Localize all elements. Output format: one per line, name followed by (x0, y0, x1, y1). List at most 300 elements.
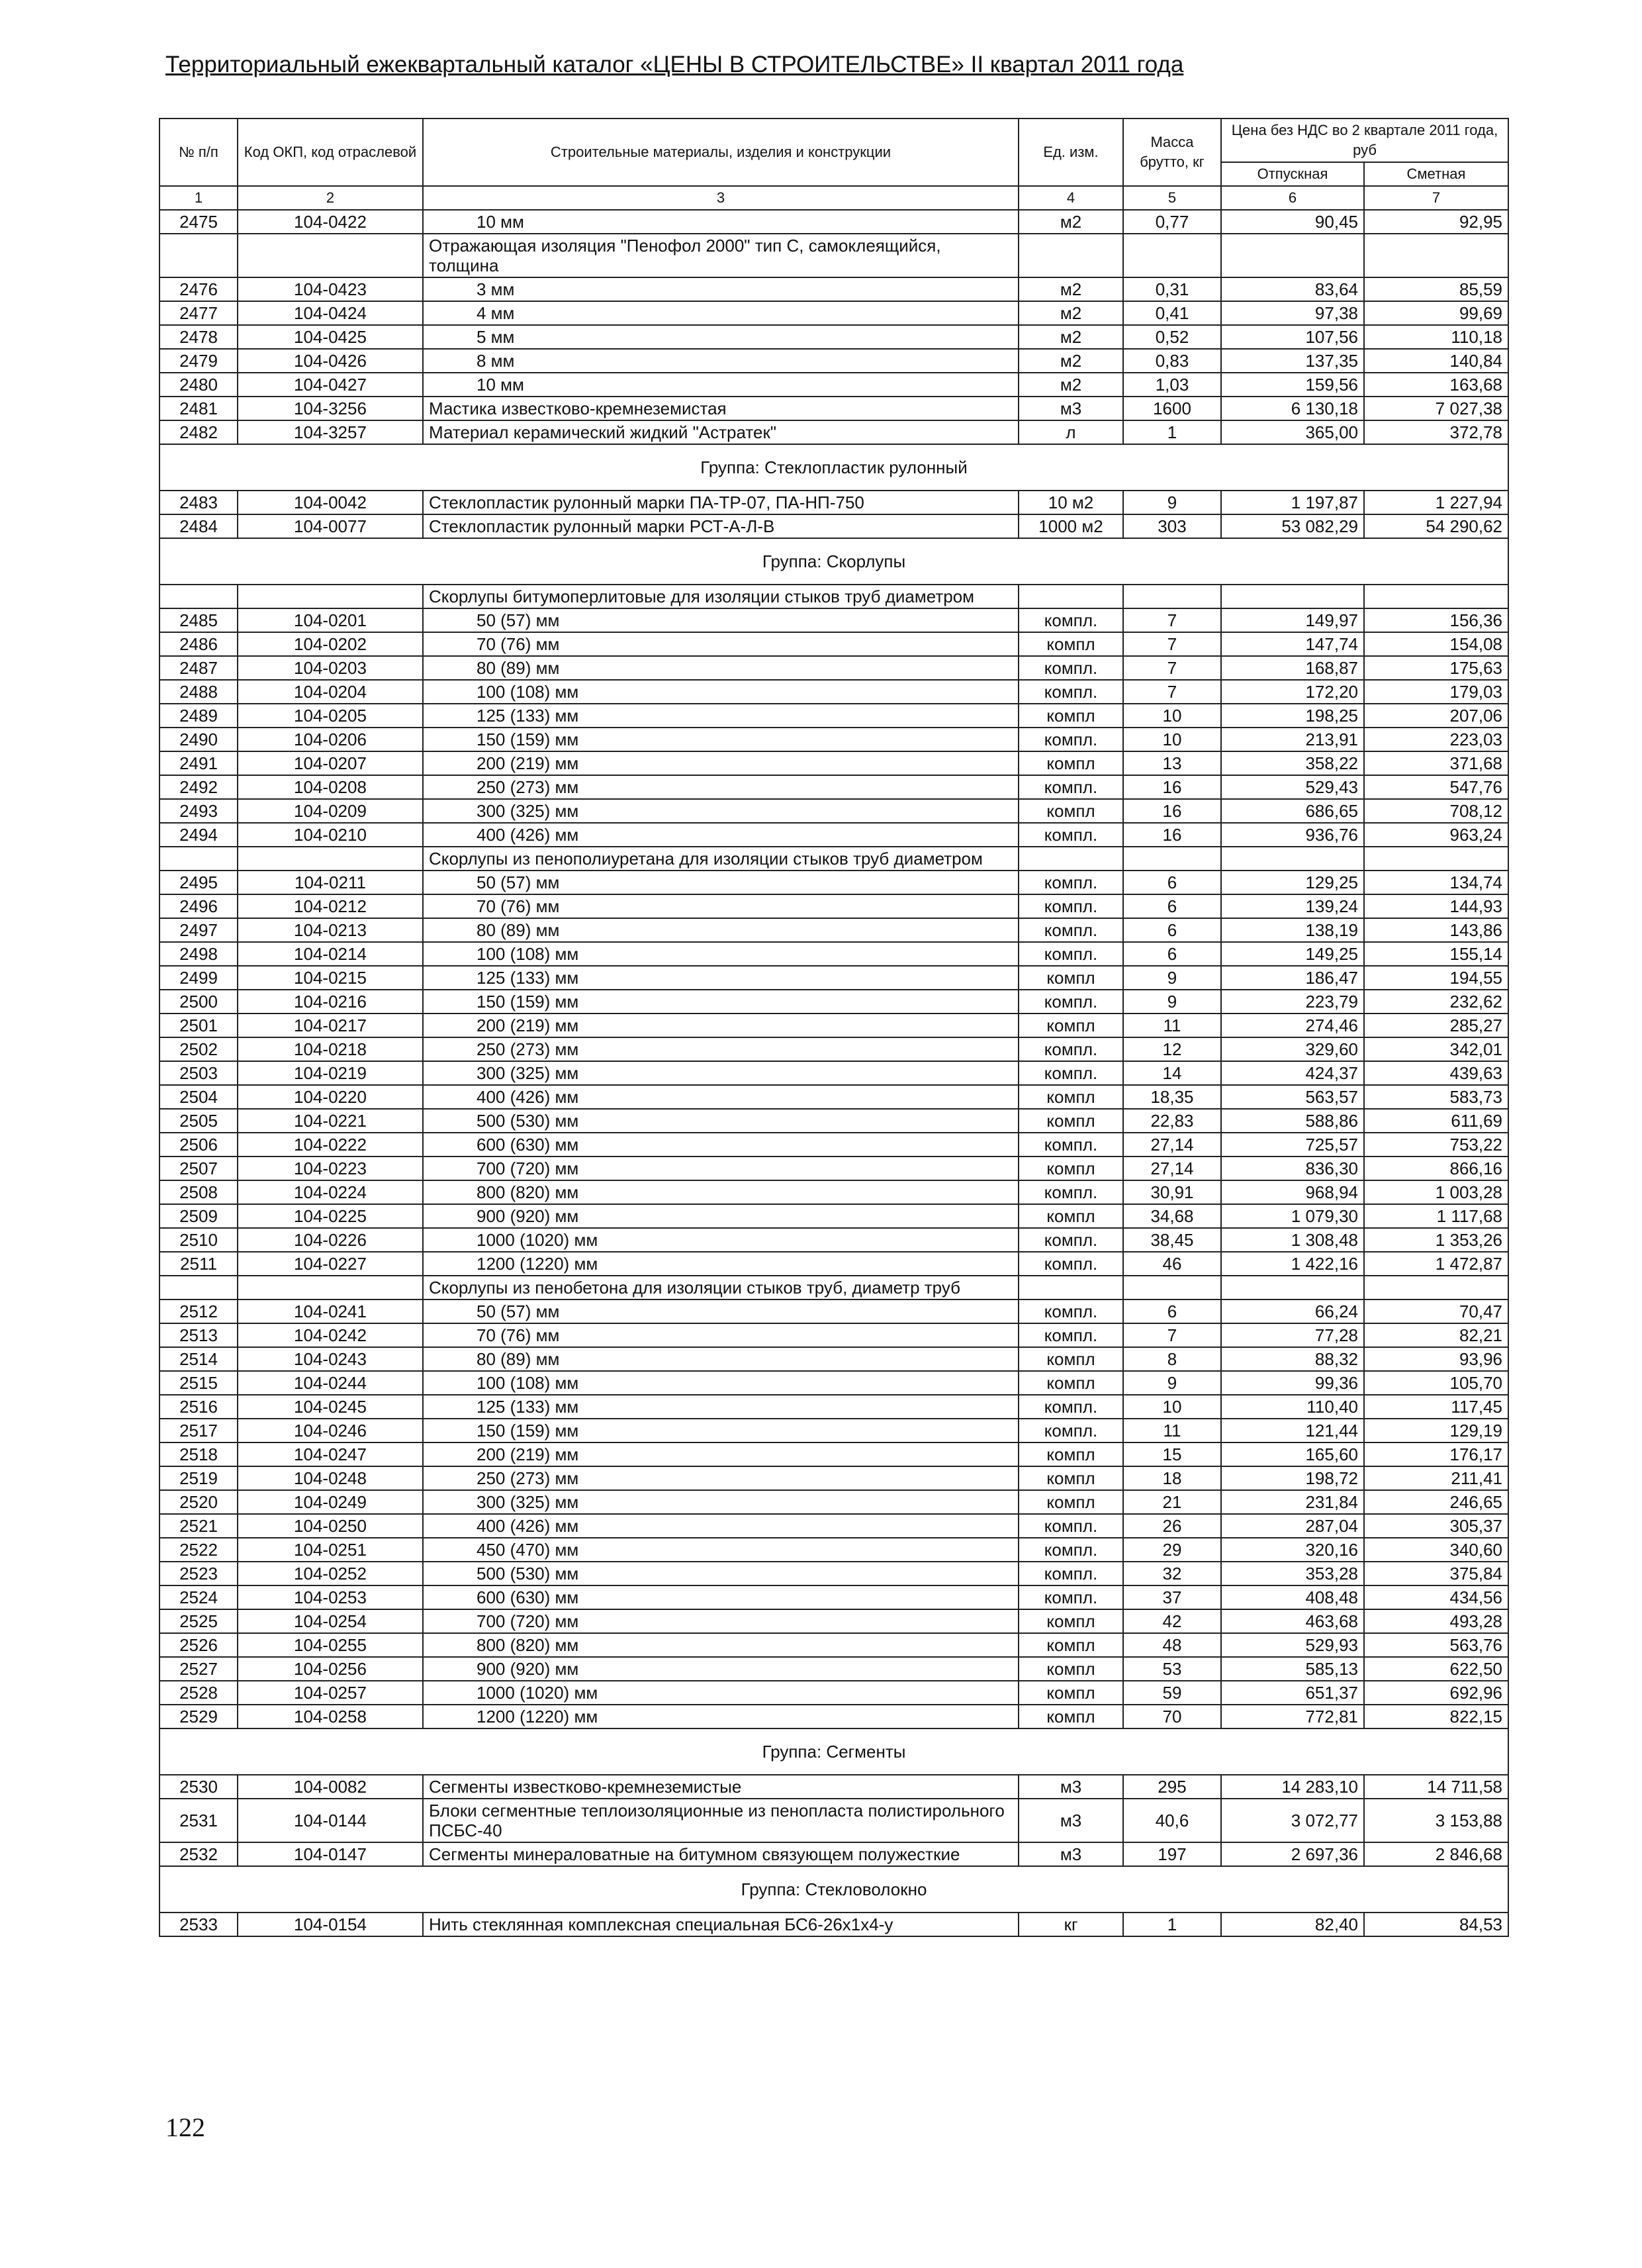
name-cell: 400 (426) мм (423, 823, 1019, 847)
col-number: 1 (160, 186, 238, 210)
name-cell: Сегменты минераловатные на битумном связующем полужесткие (423, 1842, 1019, 1866)
unit-cell: м3 (1019, 1842, 1123, 1866)
mass-cell: 6 (1123, 942, 1221, 966)
code-cell: 104-0244 (238, 1371, 423, 1395)
mass-cell: 197 (1123, 1842, 1221, 1866)
price-release-cell: 88,32 (1221, 1347, 1364, 1371)
subheading-row (160, 585, 1508, 608)
unit-cell: м2 (1019, 210, 1123, 234)
name-cell: Материал керамический жидкий "Астратек" (423, 420, 1019, 444)
num-cell: 2528 (160, 1681, 238, 1705)
table-row (160, 1466, 1508, 1490)
code-cell: 104-0217 (238, 1014, 423, 1037)
num-cell: 2508 (160, 1180, 238, 1204)
code-cell: 104-3256 (238, 397, 423, 420)
price-estimate-cell: 692,96 (1364, 1681, 1508, 1705)
price-release-cell: 186,47 (1221, 966, 1364, 990)
price-release-cell: 463,68 (1221, 1609, 1364, 1633)
name-cell: 70 (76) мм (423, 632, 1019, 656)
price-release-cell: 424,37 (1221, 1061, 1364, 1085)
price-release-cell (1221, 585, 1364, 608)
unit-cell: компл (1019, 1657, 1123, 1681)
name-cell: 500 (530) мм (423, 1109, 1019, 1133)
name-cell: 8 мм (423, 349, 1019, 373)
num-cell: 2530 (160, 1775, 238, 1799)
price-release-cell: 329,60 (1221, 1037, 1364, 1061)
num-cell: 2493 (160, 799, 238, 823)
table-row (160, 420, 1508, 444)
unit-cell: компл (1019, 751, 1123, 775)
price-estimate-cell (1364, 1276, 1508, 1299)
num-cell: 2505 (160, 1109, 238, 1133)
price-release-cell: 14 283,10 (1221, 1775, 1364, 1799)
mass-cell: 0,52 (1123, 325, 1221, 349)
page-number: 122 (165, 2112, 205, 2142)
unit-cell: компл (1019, 1490, 1123, 1514)
price-estimate-cell: 493,28 (1364, 1609, 1508, 1633)
name-cell: Блоки сегментные теплоизоляционные из пенопласта полистирольного ПСБС-40 (423, 1799, 1019, 1842)
code-cell: 104-0220 (238, 1085, 423, 1109)
code-cell: 104-0245 (238, 1395, 423, 1419)
price-estimate-cell: 129,19 (1364, 1419, 1508, 1442)
table-row (160, 1347, 1508, 1371)
mass-cell: 6 (1123, 1299, 1221, 1323)
price-estimate-cell: 207,06 (1364, 704, 1508, 728)
num-cell: 2499 (160, 966, 238, 990)
code-cell (238, 1276, 423, 1299)
price-release-cell: 353,28 (1221, 1562, 1364, 1585)
price-release-cell: 149,97 (1221, 608, 1364, 632)
col-header-price: Цена без НДС во 2 квартале 2011 года, руб (1221, 118, 1508, 162)
num-cell: 2501 (160, 1014, 238, 1037)
num-cell: 2513 (160, 1323, 238, 1347)
unit-cell: компл. (1019, 918, 1123, 942)
code-cell: 104-0042 (238, 491, 423, 514)
num-cell: 2491 (160, 751, 238, 775)
num-cell: 2480 (160, 373, 238, 397)
unit-cell: л (1019, 420, 1123, 444)
unit-cell: м2 (1019, 277, 1123, 301)
code-cell: 104-0205 (238, 704, 423, 728)
unit-cell: компл (1019, 1014, 1123, 1037)
num-cell: 2517 (160, 1419, 238, 1442)
num-cell: 2500 (160, 990, 238, 1014)
price-estimate-cell: 583,73 (1364, 1085, 1508, 1109)
table-row (160, 728, 1508, 751)
mass-cell: 1,03 (1123, 373, 1221, 397)
price-estimate-cell: 753,22 (1364, 1133, 1508, 1157)
table-row (160, 1109, 1508, 1133)
num-cell: 2479 (160, 349, 238, 373)
table-row (160, 1014, 1508, 1037)
mass-cell: 37 (1123, 1585, 1221, 1609)
num-cell: 2519 (160, 1466, 238, 1490)
price-release-cell: 408,48 (1221, 1585, 1364, 1609)
name-cell: 600 (630) мм (423, 1133, 1019, 1157)
num-cell: 2490 (160, 728, 238, 751)
price-estimate-cell: 1 353,26 (1364, 1228, 1508, 1252)
num-cell: 2495 (160, 871, 238, 894)
code-cell: 104-0253 (238, 1585, 423, 1609)
price-estimate-cell: 7 027,38 (1364, 397, 1508, 420)
unit-cell: м3 (1019, 1799, 1123, 1842)
table-row (160, 1228, 1508, 1252)
code-cell: 104-3257 (238, 420, 423, 444)
code-cell: 104-0147 (238, 1842, 423, 1866)
name-cell: 125 (133) мм (423, 1395, 1019, 1419)
table-row (160, 1157, 1508, 1180)
code-cell: 104-0247 (238, 1442, 423, 1466)
unit-cell: компл (1019, 1085, 1123, 1109)
code-cell: 104-0207 (238, 751, 423, 775)
unit-cell: компл. (1019, 1562, 1123, 1585)
unit-cell: компл. (1019, 823, 1123, 847)
name-cell: 1000 (1020) мм (423, 1681, 1019, 1705)
price-release-cell: 772,81 (1221, 1705, 1364, 1728)
unit-cell: компл. (1019, 1299, 1123, 1323)
mass-cell: 16 (1123, 799, 1221, 823)
col-header-name: Строительные материалы, изделия и конструкции (423, 118, 1019, 186)
price-release-cell: 365,00 (1221, 420, 1364, 444)
price-release-cell: 320,16 (1221, 1538, 1364, 1562)
page-header: Территориальный ежеквартальный каталог «ЦЕНЫ В СТРОИТЕЛЬСТВЕ» II квартал 2011 года (165, 52, 1184, 77)
unit-cell: 10 м2 (1019, 491, 1123, 514)
mass-cell: 34,68 (1123, 1204, 1221, 1228)
num-cell: 2483 (160, 491, 238, 514)
unit-cell: компл (1019, 1157, 1123, 1180)
unit-cell: компл. (1019, 1538, 1123, 1562)
price-release-cell: 651,37 (1221, 1681, 1364, 1705)
mass-cell: 29 (1123, 1538, 1221, 1562)
price-estimate-cell: 140,84 (1364, 349, 1508, 373)
table-row (160, 990, 1508, 1014)
num-cell: 2484 (160, 514, 238, 538)
num-cell: 2487 (160, 656, 238, 680)
code-cell: 104-0221 (238, 1109, 423, 1133)
price-release-cell: 231,84 (1221, 1490, 1364, 1514)
num-cell: 2504 (160, 1085, 238, 1109)
price-release-cell: 223,79 (1221, 990, 1364, 1014)
price-estimate-cell: 117,45 (1364, 1395, 1508, 1419)
name-cell: 10 мм (423, 373, 1019, 397)
unit-cell (1019, 234, 1123, 277)
mass-cell: 7 (1123, 656, 1221, 680)
mass-cell: 46 (1123, 1252, 1221, 1276)
name-cell: 10 мм (423, 210, 1019, 234)
table-row (160, 1371, 1508, 1395)
code-cell: 104-0144 (238, 1799, 423, 1842)
price-release-cell: 3 072,77 (1221, 1799, 1364, 1842)
price-estimate-cell: 372,78 (1364, 420, 1508, 444)
price-estimate-cell: 708,12 (1364, 799, 1508, 823)
code-cell: 104-0254 (238, 1609, 423, 1633)
price-estimate-cell: 963,24 (1364, 823, 1508, 847)
mass-cell: 15 (1123, 1442, 1221, 1466)
num-cell: 2492 (160, 775, 238, 799)
name-cell: 400 (426) мм (423, 1514, 1019, 1538)
name-cell: Скорлупы из пенобетона для изоляции стыков труб, диаметр труб (423, 1276, 1019, 1299)
mass-cell: 32 (1123, 1562, 1221, 1585)
code-cell: 104-0216 (238, 990, 423, 1014)
price-release-cell: 968,94 (1221, 1180, 1364, 1204)
code-cell (238, 847, 423, 871)
price-release-cell: 83,64 (1221, 277, 1364, 301)
num-cell: 2524 (160, 1585, 238, 1609)
price-release-cell: 165,60 (1221, 1442, 1364, 1466)
mass-cell: 7 (1123, 680, 1221, 704)
name-cell: Скорлупы битумоперлитовые для изоляции стыков труб диаметром (423, 585, 1019, 608)
num-cell: 2522 (160, 1538, 238, 1562)
name-cell: 100 (108) мм (423, 1371, 1019, 1395)
name-cell: 150 (159) мм (423, 990, 1019, 1014)
mass-cell: 7 (1123, 1323, 1221, 1347)
col-header-price-estimate: Сметная (1364, 162, 1508, 186)
table-row (160, 1252, 1508, 1276)
name-cell: 900 (920) мм (423, 1657, 1019, 1681)
table-row (160, 210, 1508, 234)
price-release-cell: 168,87 (1221, 656, 1364, 680)
table-row (160, 1633, 1508, 1657)
name-cell: Сегменты известково-кремнеземистые (423, 1775, 1019, 1799)
num-cell: 2532 (160, 1842, 238, 1866)
name-cell: 125 (133) мм (423, 966, 1019, 990)
price-release-cell: 836,30 (1221, 1157, 1364, 1180)
unit-cell: компл. (1019, 1037, 1123, 1061)
unit-cell: компл. (1019, 1585, 1123, 1609)
num-cell: 2498 (160, 942, 238, 966)
name-cell: 250 (273) мм (423, 1037, 1019, 1061)
num-cell: 2514 (160, 1347, 238, 1371)
price-estimate-cell: 822,15 (1364, 1705, 1508, 1728)
mass-cell: 42 (1123, 1609, 1221, 1633)
price-estimate-cell: 622,50 (1364, 1657, 1508, 1681)
num-cell: 2521 (160, 1514, 238, 1538)
price-estimate-cell: 179,03 (1364, 680, 1508, 704)
price-release-cell: 129,25 (1221, 871, 1364, 894)
price-release-cell: 90,45 (1221, 210, 1364, 234)
unit-cell: компл. (1019, 1180, 1123, 1204)
unit-cell: компл (1019, 1633, 1123, 1657)
price-estimate-cell: 110,18 (1364, 325, 1508, 349)
code-cell: 104-0423 (238, 277, 423, 301)
unit-cell: компл. (1019, 608, 1123, 632)
mass-cell: 10 (1123, 728, 1221, 751)
price-estimate-cell: 1 472,87 (1364, 1252, 1508, 1276)
unit-cell: компл (1019, 1347, 1123, 1371)
table-row (160, 1842, 1508, 1866)
name-cell: 50 (57) мм (423, 1299, 1019, 1323)
name-cell: Мастика известково-кремнеземистая (423, 397, 1019, 420)
code-cell: 104-0208 (238, 775, 423, 799)
name-cell: 1000 (1020) мм (423, 1228, 1019, 1252)
unit-cell: компл. (1019, 656, 1123, 680)
col-number: 6 (1221, 186, 1364, 210)
mass-cell: 27,14 (1123, 1157, 1221, 1180)
mass-cell: 1 (1123, 420, 1221, 444)
mass-cell: 7 (1123, 632, 1221, 656)
name-cell: Стеклопластик рулонный марки РСТ-А-Л-В (423, 514, 1019, 538)
name-cell: 450 (470) мм (423, 1538, 1019, 1562)
mass-cell: 40,6 (1123, 1799, 1221, 1842)
table-row (160, 680, 1508, 704)
code-cell: 104-0154 (238, 1913, 423, 1936)
mass-cell: 30,91 (1123, 1180, 1221, 1204)
name-cell: 900 (920) мм (423, 1204, 1019, 1228)
unit-cell: м2 (1019, 325, 1123, 349)
num-cell: 2488 (160, 680, 238, 704)
name-cell: 250 (273) мм (423, 775, 1019, 799)
name-cell: 300 (325) мм (423, 1490, 1019, 1514)
price-estimate-cell: 85,59 (1364, 277, 1508, 301)
price-release-cell: 529,43 (1221, 775, 1364, 799)
price-estimate-cell: 563,76 (1364, 1633, 1508, 1657)
table-row (160, 1514, 1508, 1538)
name-cell: Скорлупы из пенополиуретана для изоляции стыков труб диаметром (423, 847, 1019, 871)
num-cell: 2507 (160, 1157, 238, 1180)
price-release-cell: 66,24 (1221, 1299, 1364, 1323)
price-release-cell: 1 197,87 (1221, 491, 1364, 514)
unit-cell: компл (1019, 1609, 1123, 1633)
table-row (160, 894, 1508, 918)
unit-cell: компл. (1019, 775, 1123, 799)
col-number: 4 (1019, 186, 1123, 210)
price-estimate-cell: 371,68 (1364, 751, 1508, 775)
table-row (160, 632, 1508, 656)
num-cell: 2516 (160, 1395, 238, 1419)
price-estimate-cell: 14 711,58 (1364, 1775, 1508, 1799)
name-cell: 80 (89) мм (423, 1347, 1019, 1371)
price-estimate-cell: 223,03 (1364, 728, 1508, 751)
num-cell: 2531 (160, 1799, 238, 1842)
unit-cell: компл. (1019, 1228, 1123, 1252)
group-heading: Группа: Сегменты (160, 1728, 1508, 1775)
unit-cell: м3 (1019, 397, 1123, 420)
mass-cell: 9 (1123, 966, 1221, 990)
code-cell: 104-0214 (238, 942, 423, 966)
table-row (160, 751, 1508, 775)
table-row (160, 1562, 1508, 1585)
mass-cell: 12 (1123, 1037, 1221, 1061)
num-cell: 2496 (160, 894, 238, 918)
price-release-cell: 138,19 (1221, 918, 1364, 942)
price-estimate-cell: 1 003,28 (1364, 1180, 1508, 1204)
code-cell: 104-0241 (238, 1299, 423, 1323)
price-release-cell: 1 079,30 (1221, 1204, 1364, 1228)
price-estimate-cell: 70,47 (1364, 1299, 1508, 1323)
price-release-cell: 563,57 (1221, 1085, 1364, 1109)
unit-cell: кг (1019, 1913, 1123, 1936)
code-cell: 104-0210 (238, 823, 423, 847)
unit-cell: компл (1019, 704, 1123, 728)
name-cell: 50 (57) мм (423, 871, 1019, 894)
col-header-num: № п/п (160, 118, 238, 186)
unit-cell: компл. (1019, 1252, 1123, 1276)
mass-cell: 38,45 (1123, 1228, 1221, 1252)
mass-cell: 6 (1123, 918, 1221, 942)
table-row (160, 775, 1508, 799)
group-heading-row (160, 1866, 1508, 1913)
num-cell: 2512 (160, 1299, 238, 1323)
unit-cell: компл. (1019, 871, 1123, 894)
table-row (160, 1681, 1508, 1705)
subheading-row (160, 847, 1508, 871)
num-cell (160, 234, 238, 277)
mass-cell: 48 (1123, 1633, 1221, 1657)
price-release-cell: 137,35 (1221, 349, 1364, 373)
price-release-cell: 529,93 (1221, 1633, 1364, 1657)
group-heading: Группа: Скорлупы (160, 538, 1508, 585)
code-cell: 104-0222 (238, 1133, 423, 1157)
code-cell: 104-0215 (238, 966, 423, 990)
mass-cell (1123, 585, 1221, 608)
table-row (160, 942, 1508, 966)
mass-cell: 0,41 (1123, 301, 1221, 325)
mass-cell: 11 (1123, 1014, 1221, 1037)
table-row (160, 491, 1508, 514)
price-estimate-cell: 211,41 (1364, 1466, 1508, 1490)
price-estimate-cell: 92,95 (1364, 210, 1508, 234)
mass-cell: 18,35 (1123, 1085, 1221, 1109)
price-release-cell: 198,25 (1221, 704, 1364, 728)
name-cell: Стеклопластик рулонный марки ПА-ТР-07, ПА-НП-750 (423, 491, 1019, 514)
price-estimate-cell: 155,14 (1364, 942, 1508, 966)
col-header-code: Код ОКП, код отраслевой (238, 118, 423, 186)
code-cell: 104-0422 (238, 210, 423, 234)
code-cell: 104-0251 (238, 1538, 423, 1562)
price-release-cell: 107,56 (1221, 325, 1364, 349)
table-row (160, 1799, 1508, 1842)
num-cell: 2482 (160, 420, 238, 444)
price-estimate-cell: 866,16 (1364, 1157, 1508, 1180)
code-cell: 104-0427 (238, 373, 423, 397)
price-estimate-cell: 144,93 (1364, 894, 1508, 918)
col-number: 7 (1364, 186, 1508, 210)
unit-cell: компл. (1019, 1323, 1123, 1347)
price-release-cell: 725,57 (1221, 1133, 1364, 1157)
table-row (160, 799, 1508, 823)
name-cell: 80 (89) мм (423, 918, 1019, 942)
price-estimate-cell: 342,01 (1364, 1037, 1508, 1061)
price-release-cell: 588,86 (1221, 1109, 1364, 1133)
mass-cell: 53 (1123, 1657, 1221, 1681)
price-estimate-cell: 143,86 (1364, 918, 1508, 942)
table-row (160, 1538, 1508, 1562)
price-estimate-cell: 547,76 (1364, 775, 1508, 799)
table-row (160, 277, 1508, 301)
table-row (160, 918, 1508, 942)
price-estimate-cell: 156,36 (1364, 608, 1508, 632)
num-cell: 2510 (160, 1228, 238, 1252)
name-cell: 300 (325) мм (423, 799, 1019, 823)
price-release-cell: 2 697,36 (1221, 1842, 1364, 1866)
price-estimate-cell: 134,74 (1364, 871, 1508, 894)
table-row (160, 514, 1508, 538)
price-release-cell: 172,20 (1221, 680, 1364, 704)
name-cell: 1200 (1220) мм (423, 1252, 1019, 1276)
price-release-cell: 97,38 (1221, 301, 1364, 325)
group-heading-row (160, 538, 1508, 585)
code-cell: 104-0203 (238, 656, 423, 680)
table-row (160, 1585, 1508, 1609)
unit-cell: м2 (1019, 349, 1123, 373)
col-header-price-release: Отпускная (1221, 162, 1364, 186)
mass-cell (1123, 1276, 1221, 1299)
table-row (160, 1133, 1508, 1157)
price-release-cell (1221, 847, 1364, 871)
col-number: 5 (1123, 186, 1221, 210)
mass-cell: 303 (1123, 514, 1221, 538)
price-release-cell: 936,76 (1221, 823, 1364, 847)
